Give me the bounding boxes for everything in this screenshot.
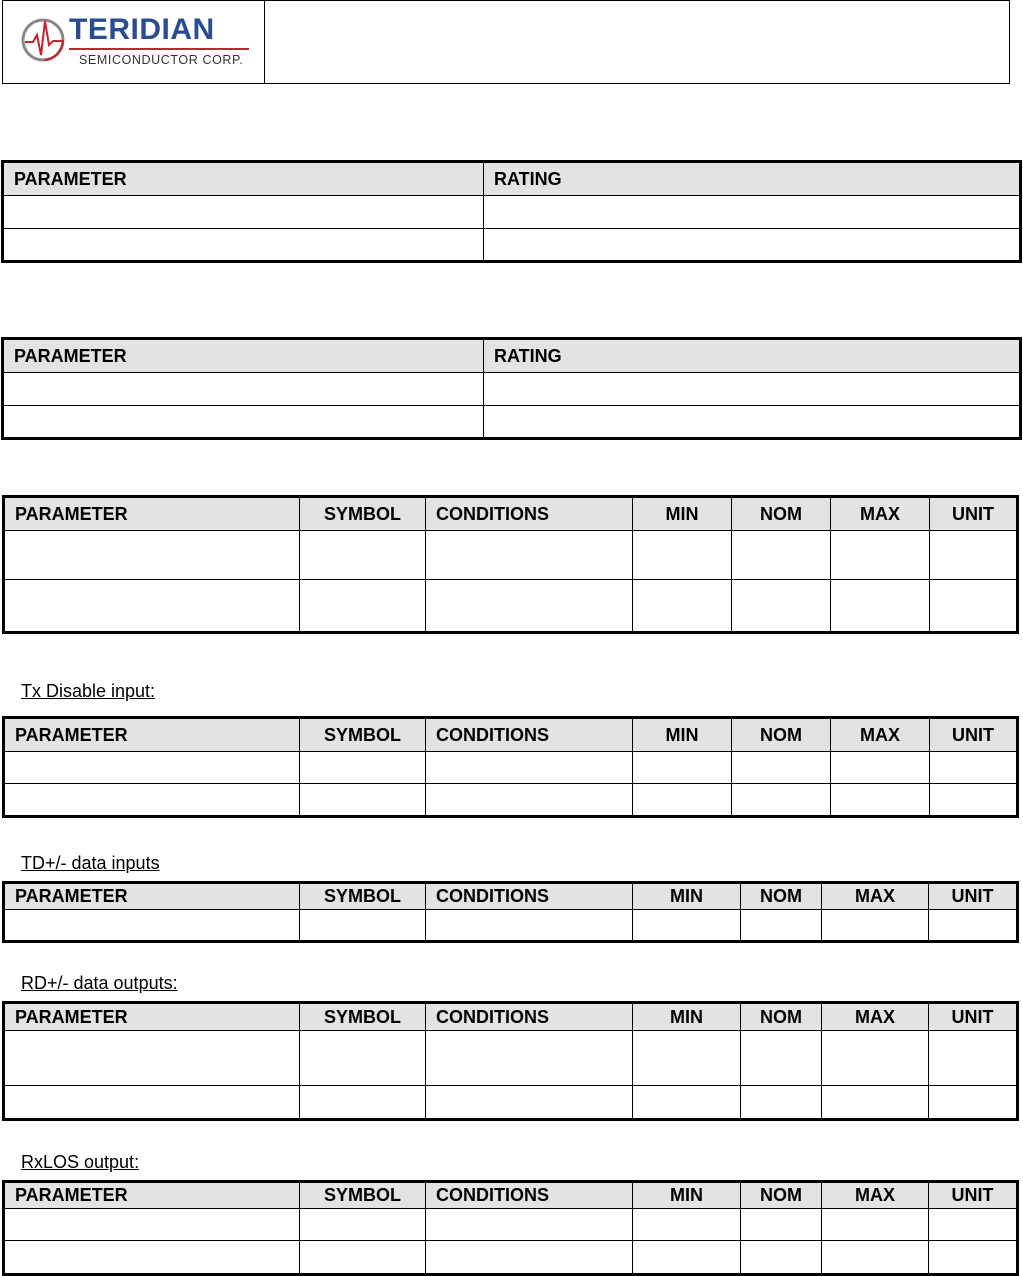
company-logo <box>3 1 265 83</box>
rxlos-output-table <box>2 1180 1019 1276</box>
col-header: CONDITIONS <box>426 1003 633 1031</box>
section-caption-tx-disable: Tx Disable input: <box>21 681 156 701</box>
col-header: MIN <box>633 497 732 531</box>
teridian-logo-icon <box>21 15 65 65</box>
col-header: UNIT <box>929 1003 1018 1031</box>
table-row <box>3 373 1021 406</box>
col-header: PARAMETER <box>4 718 300 752</box>
col-header: SYMBOL <box>300 883 426 910</box>
table-header-row <box>4 883 1018 910</box>
col-header: CONDITIONS <box>426 718 633 752</box>
rd-outputs-table <box>2 1001 1019 1121</box>
logo-subtitle: SEMICONDUCTOR CORP. <box>79 53 244 67</box>
col-header: RATING <box>484 339 1021 373</box>
col-header: NOM <box>741 883 822 910</box>
col-header: MAX <box>831 497 930 531</box>
col-header: UNIT <box>929 883 1018 910</box>
col-header: MAX <box>822 1003 929 1031</box>
col-header: UNIT <box>930 497 1018 531</box>
table-row <box>3 229 1021 262</box>
col-header: MIN <box>633 1182 741 1209</box>
logo-underline <box>69 48 249 50</box>
col-header: RATING <box>484 162 1021 196</box>
spec-table-1 <box>2 495 1019 634</box>
tx-disable-table <box>2 716 1019 818</box>
table-row <box>4 531 1018 580</box>
col-header: NOM <box>741 1182 822 1209</box>
table-row <box>4 580 1018 633</box>
table-row <box>3 196 1021 229</box>
table-row <box>4 1031 1018 1086</box>
col-header: PARAMETER <box>4 883 300 910</box>
col-header: PARAMETER <box>4 1003 300 1031</box>
col-header: MIN <box>633 718 732 752</box>
section-caption-rd-outputs: RD+/- data outputs: <box>21 973 178 993</box>
col-header: MIN <box>633 1003 741 1031</box>
document-header <box>2 0 1010 84</box>
table-header-row <box>3 162 1021 196</box>
col-header: PARAMETER <box>4 1182 300 1209</box>
col-header: NOM <box>732 718 831 752</box>
col-header: MAX <box>831 718 930 752</box>
table-row <box>4 784 1018 817</box>
col-header: SYMBOL <box>300 1003 426 1031</box>
rating-table-1 <box>1 160 1022 263</box>
col-header: PARAMETER <box>3 162 484 196</box>
table-row <box>4 1209 1018 1241</box>
col-header: MIN <box>633 883 741 910</box>
col-header: CONDITIONS <box>426 497 633 531</box>
col-header: NOM <box>732 497 831 531</box>
col-header: SYMBOL <box>300 718 426 752</box>
col-header: SYMBOL <box>300 1182 426 1209</box>
section-caption-td-inputs: TD+/- data inputs <box>21 853 160 873</box>
header-title-cell <box>265 1 1009 83</box>
table-header-row <box>4 1003 1018 1031</box>
col-header: UNIT <box>929 1182 1018 1209</box>
table-row <box>3 406 1021 439</box>
col-header: CONDITIONS <box>426 883 633 910</box>
table-row <box>4 1086 1018 1120</box>
col-header: PARAMETER <box>4 497 300 531</box>
col-header: MAX <box>822 883 929 910</box>
section-caption-rxlos: RxLOS output: <box>21 1152 140 1172</box>
table-row <box>4 752 1018 784</box>
table-row <box>4 1241 1018 1275</box>
col-header: PARAMETER <box>3 339 484 373</box>
col-header: NOM <box>741 1003 822 1031</box>
col-header: UNIT <box>930 718 1018 752</box>
col-header: MAX <box>822 1182 929 1209</box>
table-header-row <box>4 1182 1018 1209</box>
logo-wordmark: TERIDIAN <box>69 13 215 46</box>
col-header: SYMBOL <box>300 497 426 531</box>
td-inputs-table <box>2 881 1019 943</box>
table-header-row <box>3 339 1021 373</box>
col-header: CONDITIONS <box>426 1182 633 1209</box>
rating-table-2 <box>1 337 1022 440</box>
table-header-row <box>4 718 1018 752</box>
table-header-row <box>4 497 1018 531</box>
table-row <box>4 910 1018 942</box>
